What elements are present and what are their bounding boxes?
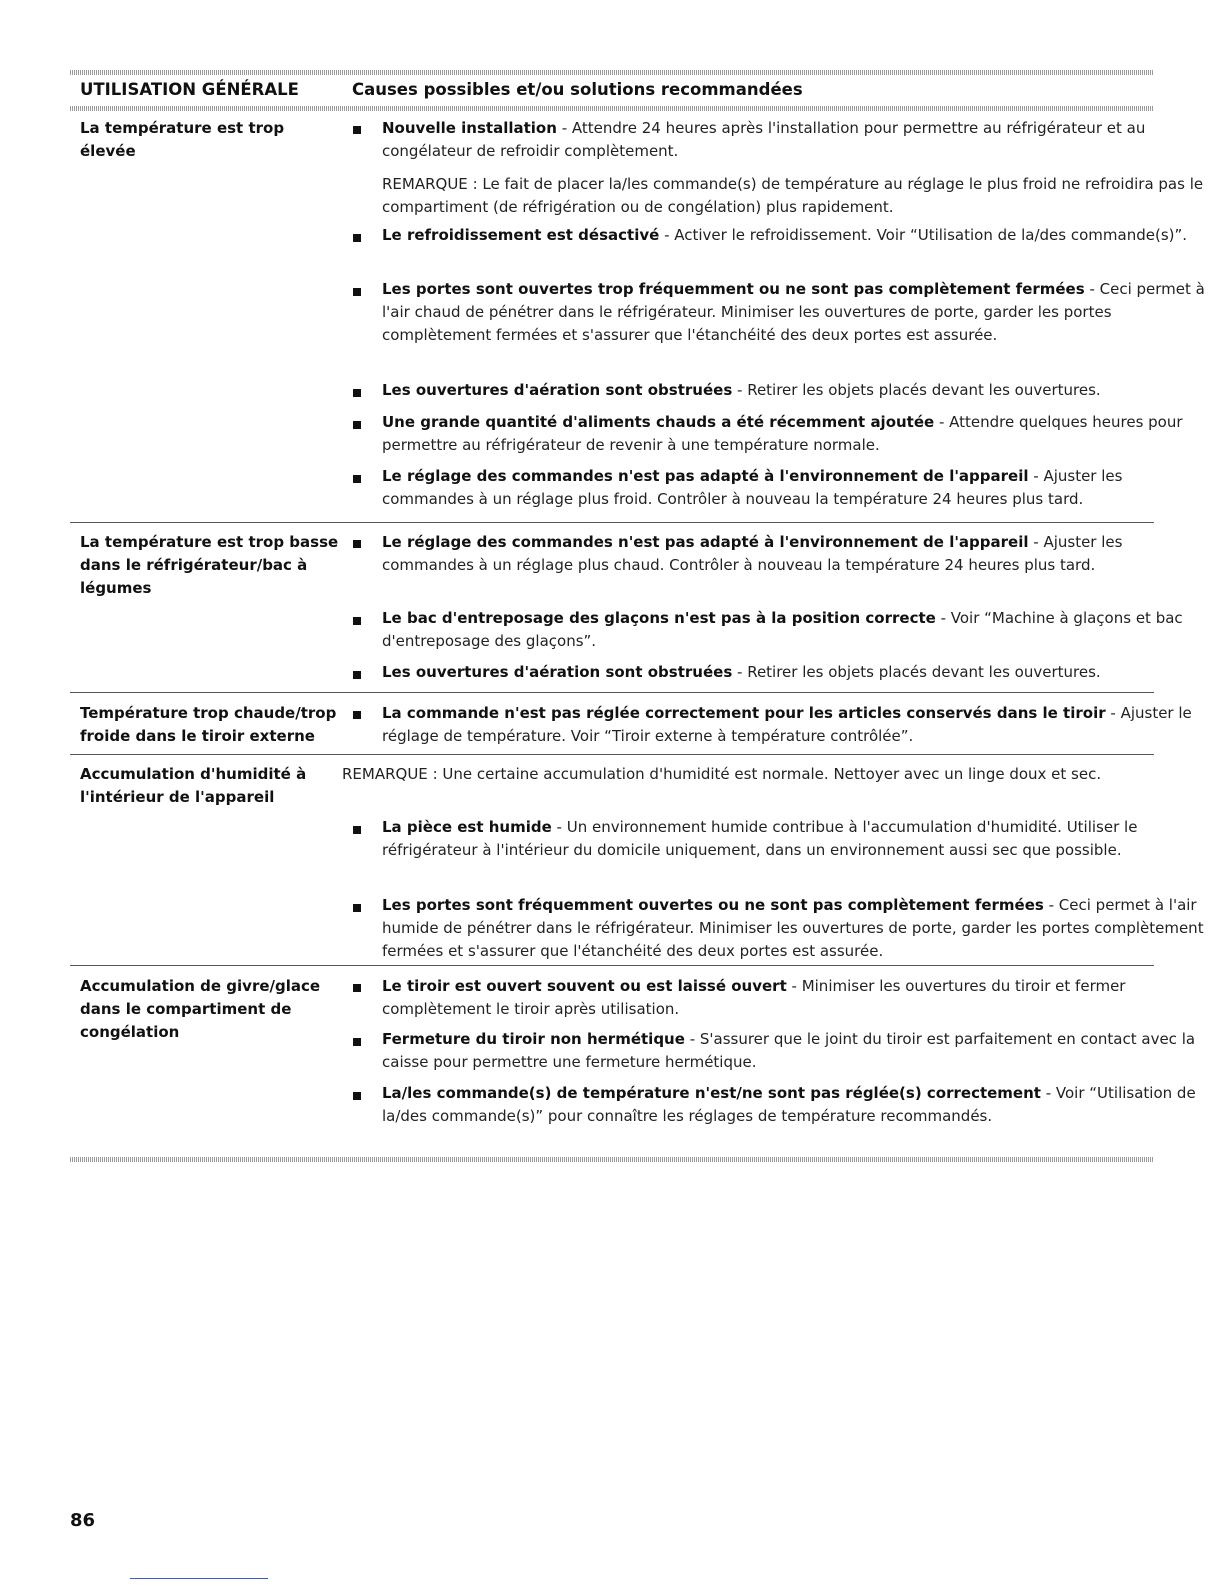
bullet [353,904,361,912]
section-temp-too-high [70,117,1205,517]
solution-title: Nouvelle installation [382,119,557,137]
bullet [353,1092,361,1100]
section-temp-too-low [70,531,1183,691]
solution-title: Les portes sont ouvertes trop fréquemment ou ne sont pas complètement fermées [382,280,1085,298]
bullet [353,389,361,397]
header-rule [70,106,1154,111]
solution-text: - Retirer les objets placés devant les ouvertures. [732,381,1101,399]
issue-label: La température est trop élevée [80,119,285,160]
solution-text: - Ceci permet à l'air humide de pénétrer dans le réfrigérateur. Minimiser les ouvertures de porte, garder les portes complètement fermées et s'assurer que l'étanchéité des deux portes est assurée. [382,896,1204,960]
solution-text: - Attendre 24 heures après l'installation pour permettre au réfrigérateur et au congélateur de refroidir complètement. [382,119,1146,160]
bullet [353,617,361,625]
solution-title: Le bac d'entreposage des glaçons n'est pas à la position correcte [382,609,936,627]
section-divider [70,754,1154,755]
section-divider [70,965,1154,966]
solution-item [382,465,1214,511]
solution-text: - Voir “Machine à glaçons et bac d'entreposage des glaçons”. [382,609,1183,650]
bullet [353,234,361,242]
footer-link-line [130,1578,268,1579]
issue-label: La température est trop basse dans le réfrigérateur/bac à légumes [80,533,339,597]
solution-note [342,763,1214,786]
section-divider [70,692,1154,693]
solution-text: - Voir “Utilisation de la/des commande(s)” pour connaître les réglages de température recommandés. [382,1084,1196,1125]
header-causes-solutions: Causes possibles et/ou solutions recommandées [352,80,803,99]
note-label: REMARQUE [342,765,428,783]
solution-title: Les portes sont fréquemment ouvertes ou ne sont pas complètement fermées [382,896,1044,914]
solution-item [382,975,1214,1021]
section-frost [70,975,1196,1155]
bullet [353,288,361,296]
bullet [353,126,361,134]
solution-title: Fermeture du tiroir non hermétique [382,1030,685,1048]
solution-item [382,411,1214,457]
solution-title: La pièce est humide [382,818,552,836]
solution-item [382,1028,1214,1074]
issue-label: Accumulation d'humidité à l'intérieur de l'appareil [80,765,307,806]
solution-item [382,278,1214,347]
bullet [353,671,361,679]
solution-text: - Un environnement humide contribue à l'accumulation d'humidité. Utiliser le réfrigérateur à l'intérieur du domicile uniquement, dans un environnement aussi sec que possible. [382,818,1138,859]
bullet [353,1038,361,1046]
solution-item [382,894,1214,963]
section-moisture [70,763,1204,963]
solution-text: - Ajuster le réglage de température. Voir “Tiroir externe à température contrôlée”. [382,704,1192,745]
bottom-rule [70,1157,1154,1162]
solution-text: - Ajuster les commandes à un réglage plus chaud. Contrôler à nouveau la température 24 heures plus tard. [382,533,1123,574]
solution-text: - Attendre quelques heures pour permettre au réfrigérateur de revenir à une température normale. [382,413,1183,454]
page-number: 86 [70,1510,96,1531]
solution-item [382,531,1214,577]
bullet [353,540,361,548]
note-label: REMARQUE [382,175,468,193]
solution-text: - Retirer les objets placés devant les ouvertures. [732,663,1101,681]
solution-item [382,661,1214,684]
section-external-drawer [70,702,1192,750]
solution-item [382,117,1214,163]
solution-title: La commande n'est pas réglée correctement pour les articles conservés dans le tiroir [382,704,1106,722]
bullet [353,711,361,719]
solution-title: Le réglage des commandes n'est pas adapté à l'environnement de l'appareil [382,533,1029,551]
solution-title: Le tiroir est ouvert souvent ou est laissé ouvert [382,977,787,995]
note-text: : Le fait de placer la/les commande(s) de température au réglage le plus froid ne refroidira pas le compartiment (de réfrigération ou de congélation) plus rapidement. [382,175,1204,216]
header-general-use: UTILISATION GÉNÉRALE [80,80,299,99]
solution-item [382,816,1214,862]
table-header [80,80,1150,106]
solution-title: Une grande quantité d'aliments chauds a été récemment ajoutée [382,413,935,431]
solution-item [382,702,1214,748]
solution-item [382,379,1214,402]
note-text: : Une certaine accumulation d'humidité est normale. Nettoyer avec un linge doux et sec. [427,765,1102,783]
solution-text: - Ajuster les commandes à un réglage plus froid. Contrôler à nouveau la température 24 heures plus tard. [382,467,1123,508]
solution-title: Les ouvertures d'aération sont obstruées [382,381,733,399]
solution-title: Les ouvertures d'aération sont obstruées [382,663,733,681]
solution-text: - Minimiser les ouvertures du tiroir et fermer complètement le tiroir après utilisation. [382,977,1126,1018]
solution-title: Le réglage des commandes n'est pas adapté à l'environnement de l'appareil [382,467,1029,485]
top-rule [70,70,1154,75]
issue-label: Accumulation de givre/glace dans le compartiment de congélation [80,977,321,1041]
solution-text: - S'assurer que le joint du tiroir est parfaitement en contact avec la caisse pour permettre une fermeture hermétique. [382,1030,1196,1071]
solution-text: - Activer le refroidissement. Voir “Utilisation de la/des commande(s)”. [659,226,1188,244]
issue-label: Température trop chaude/trop froide dans le tiroir externe [80,704,337,745]
bullet [353,475,361,483]
solution-title: Le refroidissement est désactivé [382,226,660,244]
bullet [353,421,361,429]
solution-title: La/les commande(s) de température n'est/ne sont pas réglée(s) correctement [382,1084,1041,1102]
solution-item [382,607,1214,653]
section-divider [70,522,1154,523]
solution-item [382,224,1214,247]
solution-text: - Ceci permet à l'air chaud de pénétrer dans le réfrigérateur. Minimiser les ouvertures de porte, garder les portes complètement fermées et s'assurer que l'étanchéité des deux portes est assurée. [382,280,1205,344]
bullet [353,984,361,992]
bullet [353,826,361,834]
solution-item [382,1082,1214,1128]
solution-note [382,173,1214,219]
